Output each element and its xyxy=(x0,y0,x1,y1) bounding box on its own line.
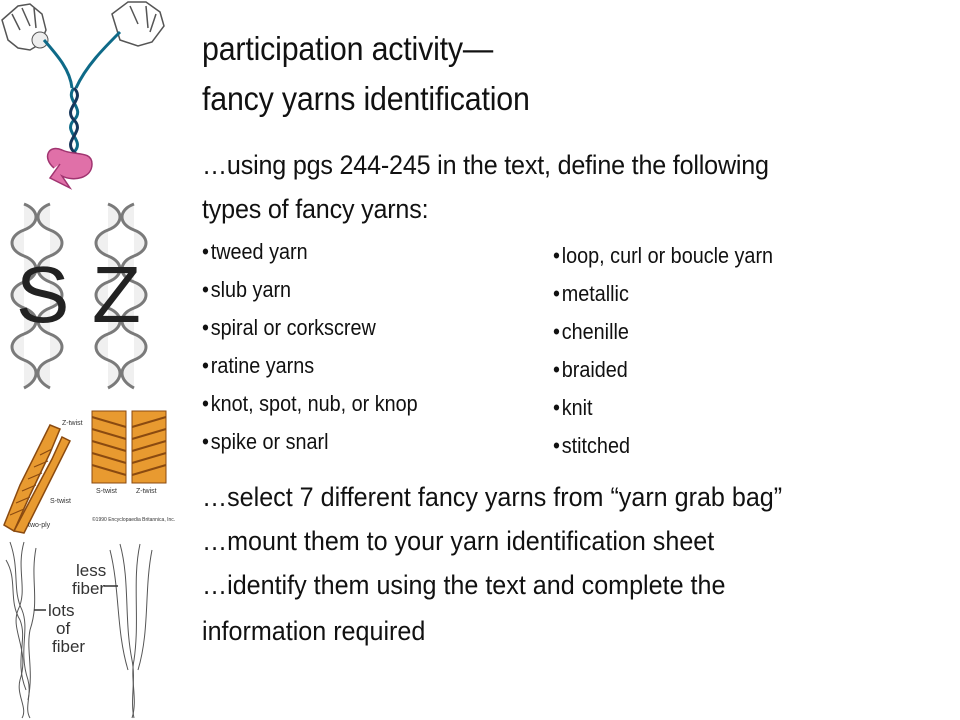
list-item: • braided xyxy=(553,351,773,389)
list-item: • tweed yarn xyxy=(202,233,418,271)
less-label-line2: fiber xyxy=(72,579,106,598)
lots-label-line1: lots xyxy=(48,601,75,620)
list-item: • knot, spot, nub, or knop xyxy=(202,385,418,423)
page-title-line1: participation activity— xyxy=(202,30,494,67)
less-label-line1: less xyxy=(76,561,107,580)
list-item: • knit xyxy=(553,389,773,427)
yarn-types-list-right xyxy=(553,237,798,465)
caption-z-twist: Z-twist xyxy=(136,488,157,495)
plied-yarn-illustration xyxy=(0,405,175,535)
list-item: • chenille xyxy=(553,313,773,351)
caption-s-twist: S-twist xyxy=(96,488,117,495)
ply-label-z-twist: Z-twist xyxy=(62,420,83,427)
twist-arrow-icon xyxy=(48,149,92,188)
fiber-twist-illustration xyxy=(0,540,165,720)
copyright-text: ©1990 Encyclopaedia Britannica, Inc. xyxy=(92,517,176,523)
list-item: • stitched xyxy=(553,427,773,465)
step-mount-yarns: …mount them to your yarn identification sheet xyxy=(202,526,715,556)
instructions-line1: …using pgs 244-245 in the text, define the following xyxy=(202,150,769,180)
list-item: • ratine yarns xyxy=(202,347,418,385)
z-twist-letter: Z xyxy=(92,250,141,339)
step-identify-yarns: …identify them using the text and complete the xyxy=(202,570,726,600)
page-title-line2: fancy yarns identification xyxy=(202,80,530,117)
lots-label-line2: of xyxy=(56,619,71,638)
list-item: • metallic xyxy=(553,275,773,313)
instructions-line2: types of fancy yarns: xyxy=(202,194,429,224)
step-select-yarns: …select 7 different fancy yarns from “yarn grab bag” xyxy=(202,482,783,512)
list-item: • spiral or corkscrew xyxy=(202,309,418,347)
s-twist-letter: S xyxy=(16,250,70,339)
s-z-twist-illustration xyxy=(0,198,160,398)
ply-label-s-twist: S-twist xyxy=(50,498,71,505)
ply-label-two-ply: two-ply xyxy=(28,522,51,529)
yarn-types-list-left xyxy=(202,233,442,461)
hands-spinning-illustration xyxy=(0,0,180,200)
list-item: • slub yarn xyxy=(202,271,418,309)
list-item: • loop, curl or boucle yarn xyxy=(553,237,773,275)
list-item: • spike or snarl xyxy=(202,423,418,461)
lots-label-line3: fiber xyxy=(52,637,86,656)
step-identify-yarns-cont: information required xyxy=(202,616,426,646)
